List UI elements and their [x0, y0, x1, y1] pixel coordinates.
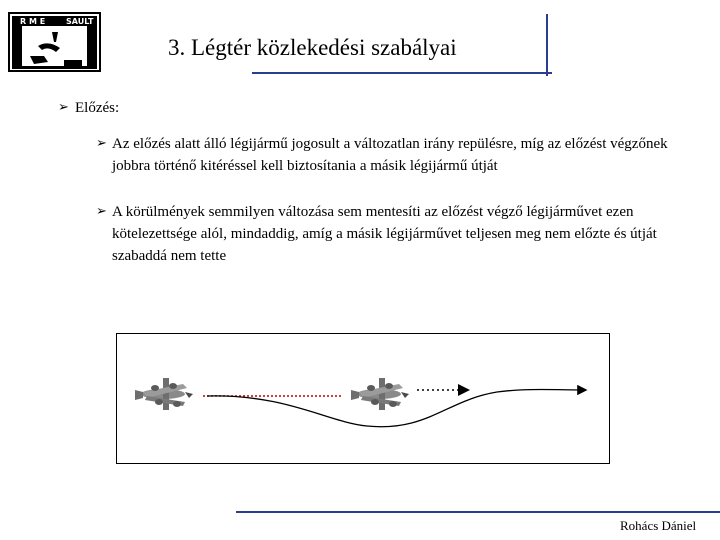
footer-rule: [236, 511, 720, 513]
page-title: 3. Légtér közlekedési szabályai: [168, 35, 457, 60]
sub-item-2: A körülmények semmilyen változása sem mentesíti az előzést végző légijárművet ezen kötelezettsége alól, mindaddig, amíg a másik légijárművet teljesen meg nem előzte és útját szabaddá nem tette: [112, 204, 657, 264]
logo-left-text: R M E: [20, 17, 46, 26]
title-vertical-rule: [546, 14, 548, 76]
title-underline: [252, 72, 552, 74]
airplane-overtaken-icon: [351, 378, 409, 410]
sub-bullet-arrow-icon: ➢: [96, 136, 107, 151]
airplane-overtaking-icon: [135, 378, 193, 410]
author-name: Rohács Dániel: [620, 518, 697, 533]
sub-bullet-arrow-icon: ➢: [96, 204, 107, 219]
diagram-canvas: [117, 334, 609, 463]
logo-right-text: SAULT: [66, 17, 94, 26]
bullet-heading: Előzés:: [75, 100, 120, 116]
overtaking-diagram: [116, 333, 610, 464]
university-logo: [8, 12, 101, 72]
bullet-arrow-icon: ➢: [58, 100, 69, 115]
sub-item-1: Az előzés alatt álló légijármű jogosult a változatlan irány repülésre, míg az előzést végzőnek jobbra történő kitéréssel kell biztosítania a másik légijármű útját: [112, 136, 668, 174]
